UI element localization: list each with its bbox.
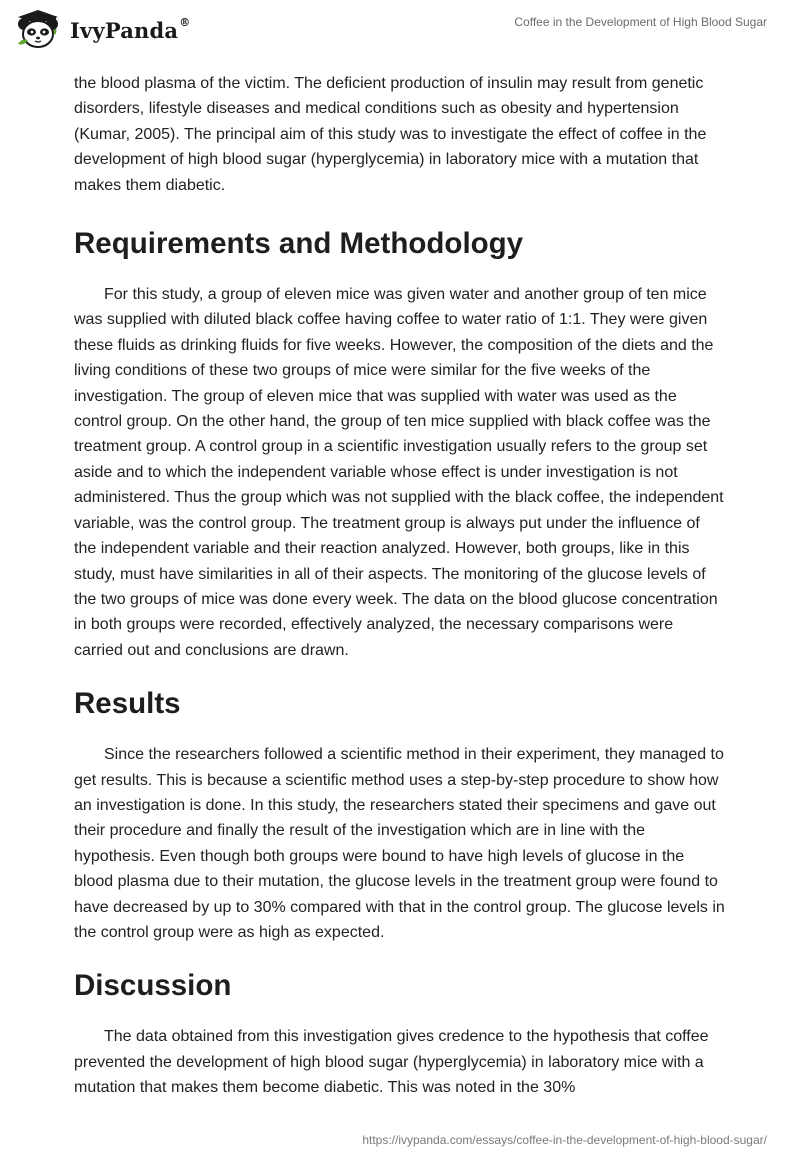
source-url-link[interactable]: https://ivypanda.com/essays/coffee-in-the-development-of-high-blood-sugar/ [362, 1133, 767, 1147]
document-title: Coffee in the Development of High Blood Sugar [514, 15, 767, 29]
results-paragraph: Since the researchers followed a scientific method in their experiment, they managed to get results. This is because a scientific method uses a step-by-step procedure to show how an investigation is done. In this study, the researchers stated their specimens and gave out their procedure and finally the result of the investigation which are in line with the hypothesis. Even though both groups were bound to have high levels of glucose in the blood plasma due to their mutation, the glucose levels in the treatment group were found to have decreased by up to 30% compared with that in the control group. The glucose levels in the control group were as high as expected. [74, 746, 725, 941]
section-heading-methodology: Requirements and Methodology [74, 227, 524, 261]
essay-body [74, 71, 726, 1101]
brand-name: IvyPanda® [70, 15, 191, 43]
registered-mark: ® [179, 15, 191, 29]
intro-paragraph-continued: the blood plasma of the victim. The deficient production of insulin may result from genetic disorders, lifestyle diseases and medical conditions such as obesity and hypertension (Kumar, 2005). The principal aim of this study was to investigate the effect of coffee in the development of high blood sugar (hyperglycemia) in laboratory mice with a mutation that makes them diabetic. [74, 75, 707, 194]
discussion-paragraph: The data obtained from this investigation gives credence to the hypothesis that coffee prevented the development of high blood sugar (hyperglycemia) in laboratory mice with a mutation that makes them become diabetic. This was noted in the 30% [74, 1028, 709, 1097]
panda-mascot-icon [12, 8, 64, 52]
section-heading-results: Results [74, 687, 181, 721]
methodology-paragraph: For this study, a group of eleven mice was given water and another group of ten mice was supplied with diluted black coffee having coffee to water ratio of 1:1. They were given these fluids as drinking fluids for five weeks. However, the composition of the diets and the living conditions of these two groups of mice were similar for the five weeks of the investigation. The group of eleven mice that was supplied with water was used as the control group. On the other hand, the group of ten mice supplied with black coffee was the treatment group. A control group in a scientific investigation usually refers to the group set aside and to which the independent variable whose effect is under investigation is not administered. Thus the group which was not supplied with the black coffee, the independent variable, was the control group. The treatment group is always put under the influence of the independent variable and their reaction analyzed. However, both groups, like in this study, must have similarities in all of their aspects. The monitoring of the glucose levels of the two groups of mice was done every week. The data on the blood glucose concentration in both groups were recorded, effectively analyzed, the necessary comparisons were carried out and conclusions are drawn. [74, 286, 724, 659]
section-heading-discussion: Discussion [74, 969, 232, 1003]
brand-logo[interactable] [12, 8, 190, 52]
page-header [0, 0, 800, 62]
